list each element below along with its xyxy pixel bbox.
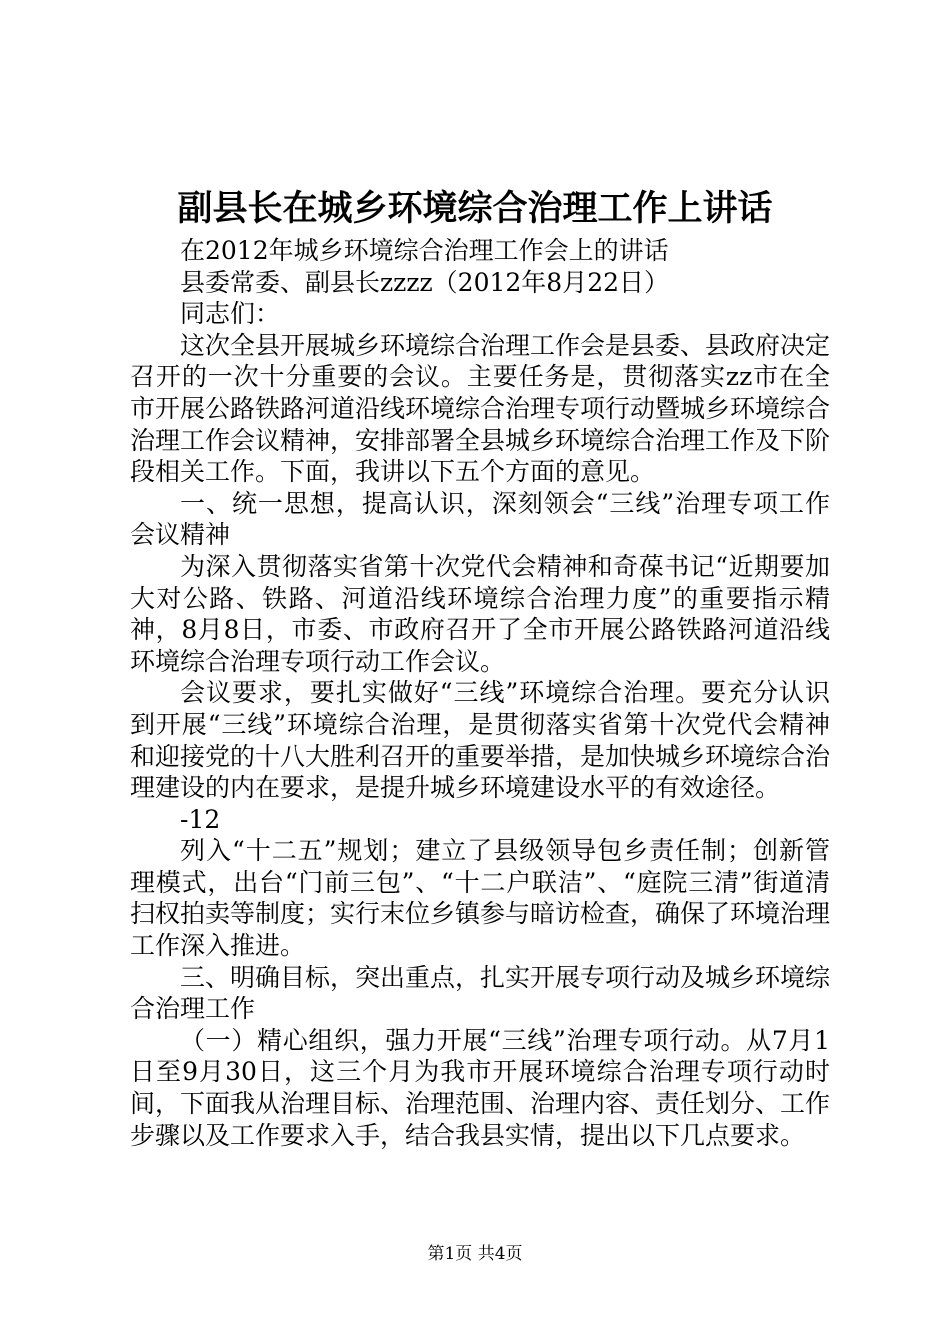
- paragraph-section-1-body-1: 为深入贯彻落实省第十次党代会精神和奇葆书记“近期要加大对公路、铁路、河道沿线环境综合治理力度”的重要指示精神，8月8日，市委、市政府召开了全市开展公路铁路河道沿线环境综合治理专项行动工作会议。: [130, 551, 830, 676]
- paragraph-section-3-body: （一）精心组织，强力开展“三线”治理专项行动。从7月1日至9月30日，这三个月为我市开展环境综合治理专项行动时间，下面我从治理目标、治理范围、治理内容、责任划分、工作步骤以及工作要求入手，结合我县实情，提出以下几点要求。: [130, 1025, 831, 1150]
- paragraph-speaker: 县委常委、副县长zzzz（2012年8月22日）: [180, 267, 670, 297]
- document-title: 副县长在城乡环境综合治理工作上讲话: [177, 188, 773, 229]
- paragraph-section-1-body-2: 会议要求，要扎实做好“三线”环境综合治理。要充分认识到开展“三线”环境综合治理，是贯彻落实省第十次党代会精神和迎接党的十八大胜利召开的重要举措，是加快城乡环境综合治理建设的内在要求，是提升城乡环境建设水平的有效途径。: [130, 678, 831, 803]
- paragraph-section-3-heading: 三、明确目标，突出重点，扎实开展专项行动及城乡环境综合治理工作: [130, 962, 831, 1024]
- paragraph-section-1-heading: 一、统一思想，提高认识，深刻领会“三线”治理专项工作会议精神: [130, 488, 830, 550]
- paragraph-salutation: 同志们：: [180, 299, 281, 329]
- paragraph-section-2-body: 列入“十二五”规划；建立了县级领导包乡责任制；创新管理模式，出台“门前三包”、“十二户联洁”、“庭院三清”街道清扫权拍卖等制度；实行末位乡镇参与暗访检查，确保了环境治理工作深入推进。: [130, 836, 831, 961]
- paragraph-intro: 这次全县开展城乡环境综合治理工作会是县委、县政府决定召开的一次十分重要的会议。主要任务是，贯彻落实zz市在全市开展公路铁路河道沿线环境综合治理专项行动暨城乡环境综合治理工作会议精神，安排部署全县城乡环境综合治理工作及下阶段相关工作。下面，我讲以下五个方面的意见。: [130, 330, 831, 487]
- paragraph-subtitle: 在2012年城乡环境综合治理工作会上的讲话: [180, 236, 669, 265]
- paragraph-fragment: -12: [180, 804, 221, 834]
- document-body: [130, 235, 830, 1151]
- page-number-footer: 第1页 共4页: [427, 1244, 523, 1264]
